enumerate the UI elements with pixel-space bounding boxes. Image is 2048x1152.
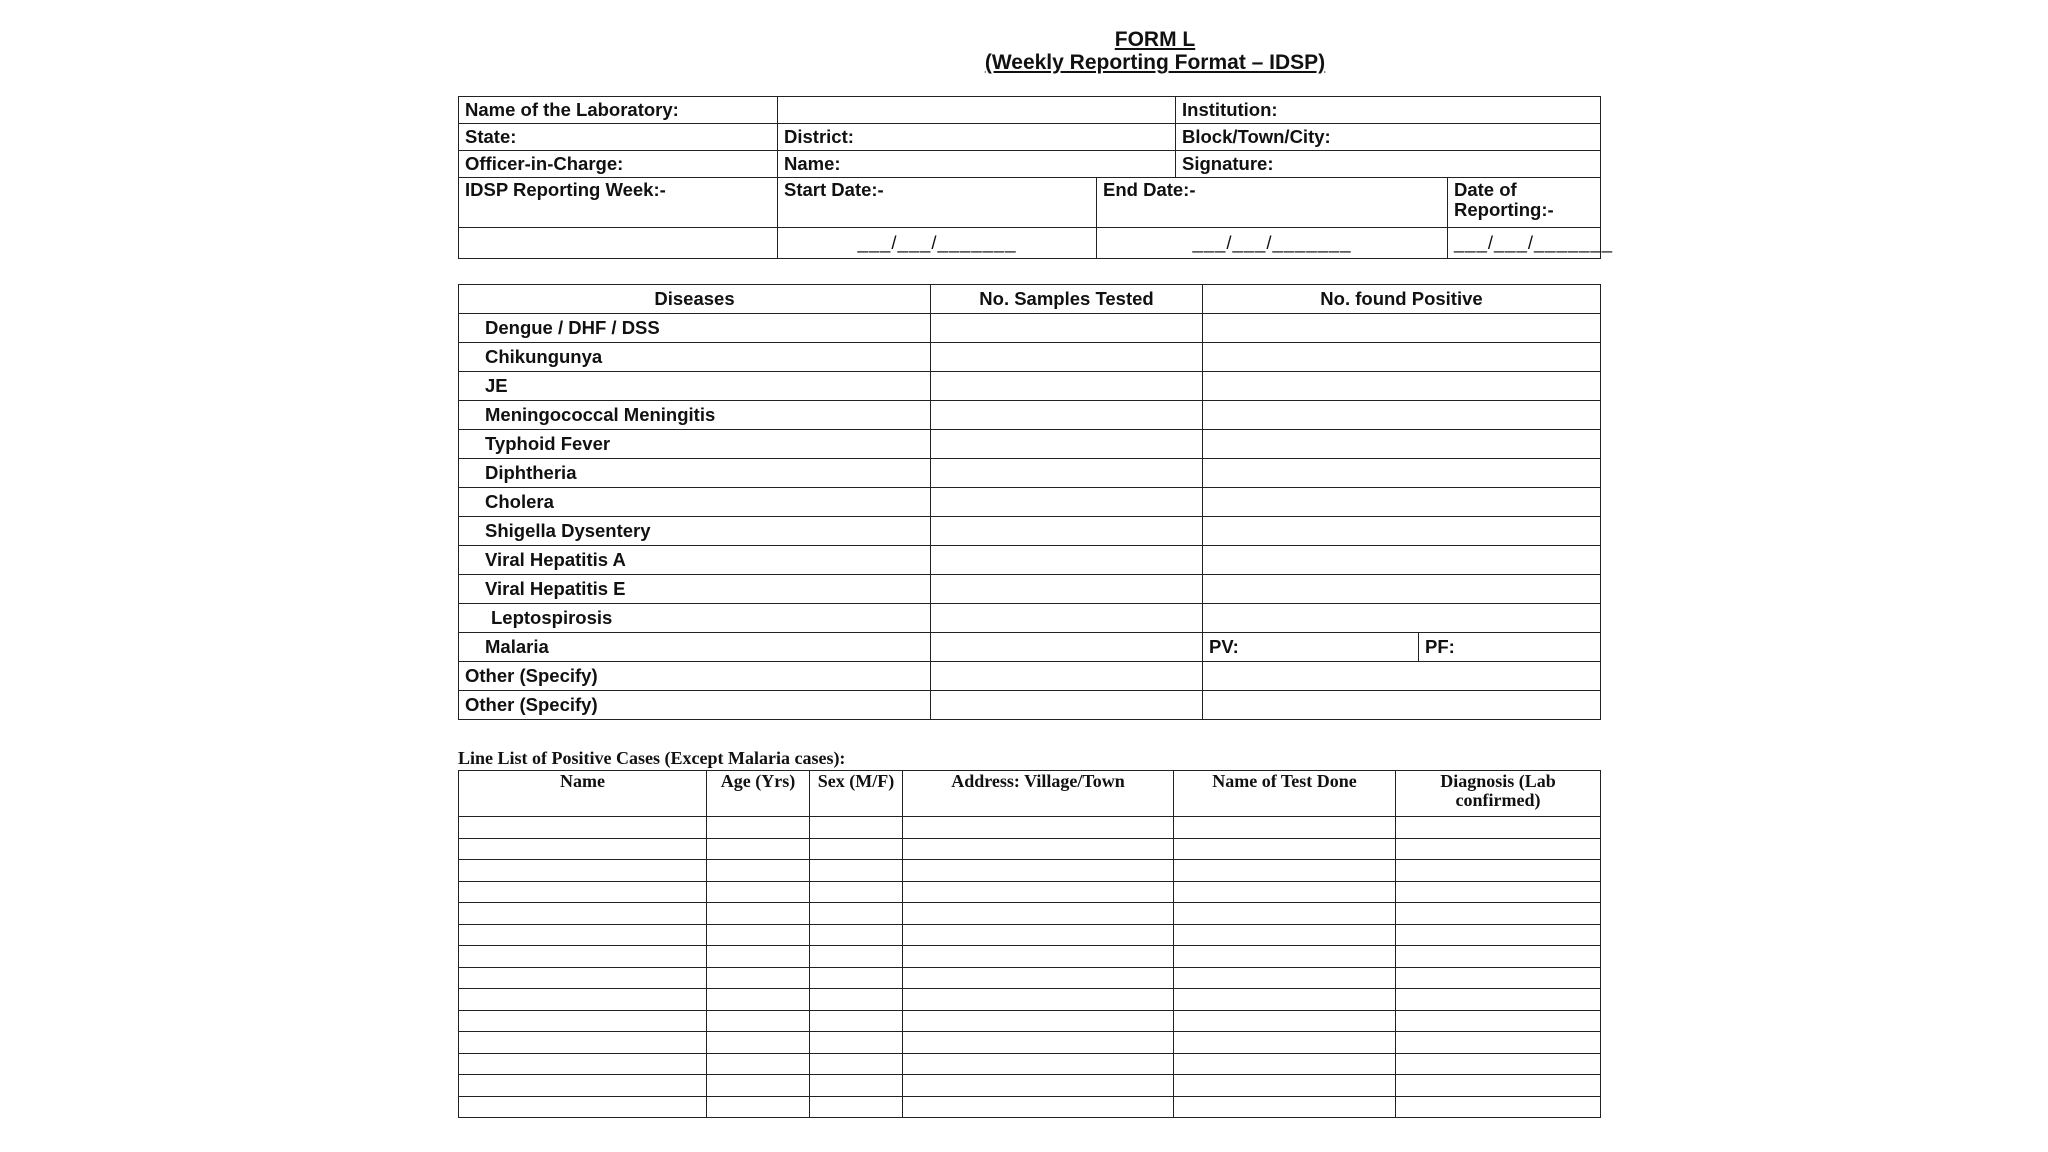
test-done-cell[interactable] (1174, 838, 1396, 860)
sex-cell[interactable] (810, 1075, 903, 1097)
address-cell[interactable] (903, 903, 1174, 925)
age-cell[interactable] (707, 1032, 810, 1054)
age-cell[interactable] (707, 838, 810, 860)
pv-field[interactable]: PV: (1209, 636, 1239, 657)
address-cell[interactable] (903, 1075, 1174, 1097)
age-cell[interactable] (707, 967, 810, 989)
disease-name: Leptospirosis (459, 604, 931, 633)
found-positive-cell[interactable] (1203, 517, 1601, 546)
diagnosis-cell[interactable] (1396, 1053, 1601, 1075)
test-done-cell[interactable] (1174, 1053, 1396, 1075)
table-row (459, 488, 1601, 517)
samples-tested-cell[interactable] (931, 343, 1203, 372)
age-cell[interactable] (707, 946, 810, 968)
age-cell[interactable] (707, 989, 810, 1011)
address-cell[interactable] (903, 989, 1174, 1011)
name-cell[interactable] (459, 881, 707, 903)
name-cell[interactable] (459, 924, 707, 946)
test-done-cell[interactable] (1174, 1010, 1396, 1032)
age-cell[interactable] (707, 817, 810, 839)
test-done-cell[interactable] (1174, 989, 1396, 1011)
disease-name: JE (459, 372, 931, 401)
test-done-cell[interactable] (1174, 1075, 1396, 1097)
address-cell[interactable] (903, 860, 1174, 882)
diagnosis-cell[interactable] (1396, 1075, 1601, 1097)
name-cell[interactable] (459, 1075, 707, 1097)
sex-cell[interactable] (810, 1010, 903, 1032)
age-cell[interactable] (707, 1096, 810, 1118)
table-row (459, 401, 1601, 430)
line-list-caption: Line List of Positive Cases (Except Malaria cases): (458, 748, 846, 768)
age-cell[interactable] (707, 1075, 810, 1097)
table-row (459, 903, 1601, 925)
officer-label: Officer-in-Charge: (459, 151, 778, 178)
institution-field[interactable]: Institution: (1176, 97, 1601, 124)
table-row (459, 817, 1601, 839)
found-positive-cell[interactable] (1203, 343, 1601, 372)
samples-tested-cell[interactable] (931, 575, 1203, 604)
table-row (459, 372, 1601, 401)
name-cell[interactable] (459, 1096, 707, 1118)
name-cell[interactable] (459, 1053, 707, 1075)
lab-name-label: Name of the Laboratory: (459, 97, 778, 124)
test-done-cell[interactable] (1174, 946, 1396, 968)
disease-name: Dengue / DHF / DSS (459, 314, 931, 343)
found-positive-cell[interactable] (1203, 314, 1601, 343)
samples-tested-cell[interactable] (931, 662, 1203, 691)
address-cell[interactable] (903, 1010, 1174, 1032)
table-row (459, 946, 1601, 968)
disease-name: Shigella Dysentery (459, 517, 931, 546)
header-diagnosis: Diagnosis (Lab confirmed) (1396, 771, 1601, 817)
samples-tested-cell[interactable] (931, 314, 1203, 343)
start-date-field[interactable]: ___/___/_______ (778, 228, 1097, 259)
address-cell[interactable] (903, 1053, 1174, 1075)
test-done-cell[interactable] (1174, 924, 1396, 946)
table-row (459, 1096, 1601, 1118)
district-field[interactable]: District: (778, 124, 1176, 151)
table-row (459, 604, 1601, 633)
disease-name: Meningococcal Meningitis (459, 401, 931, 430)
sex-cell[interactable] (810, 1053, 903, 1075)
test-done-cell[interactable] (1174, 1096, 1396, 1118)
header-name: Name (459, 771, 707, 817)
found-positive-cell[interactable] (1203, 691, 1601, 720)
disease-name: Viral Hepatitis E (459, 575, 931, 604)
header-diseases: Diseases (459, 285, 931, 314)
found-positive-cell[interactable] (1203, 488, 1601, 517)
name-cell[interactable] (459, 1032, 707, 1054)
header-sex: Sex (M/F) (810, 771, 903, 817)
end-date-label: End Date:- (1097, 178, 1448, 228)
address-cell[interactable] (903, 1096, 1174, 1118)
table-row (459, 459, 1601, 488)
disease-name: Viral Hepatitis A (459, 546, 931, 575)
diagnosis-cell[interactable] (1396, 817, 1601, 839)
reporting-date-field[interactable]: ___/___/_______ (1448, 228, 1601, 259)
found-positive-cell[interactable] (1203, 430, 1601, 459)
disease-name: Chikungunya (459, 343, 931, 372)
samples-tested-cell[interactable] (931, 401, 1203, 430)
name-cell[interactable] (459, 860, 707, 882)
form-subtitle: (Weekly Reporting Format – IDSP) (984, 51, 1326, 74)
disease-name: Diphtheria (459, 459, 931, 488)
table-row (459, 967, 1601, 989)
pf-field[interactable]: PF: (1418, 633, 1600, 661)
malaria-positive-cell (1203, 633, 1601, 662)
date-of-reporting-label: Date of Reporting:- (1448, 178, 1601, 228)
disease-name: Other (Specify) (459, 691, 931, 720)
age-cell[interactable] (707, 924, 810, 946)
table-row (459, 1075, 1601, 1097)
block-field[interactable]: Block/Town/City: (1176, 124, 1601, 151)
address-cell[interactable] (903, 838, 1174, 860)
info-table (458, 96, 1614, 259)
disease-name: Other (Specify) (459, 662, 931, 691)
form-title-block (915, 28, 1395, 74)
diagnosis-cell[interactable] (1396, 1032, 1601, 1054)
found-positive-cell[interactable] (1203, 546, 1601, 575)
found-positive-cell[interactable] (1203, 662, 1601, 691)
header-samples-tested: No. Samples Tested (931, 285, 1203, 314)
address-cell[interactable] (903, 924, 1174, 946)
samples-tested-cell[interactable] (931, 633, 1203, 662)
sex-cell[interactable] (810, 946, 903, 968)
samples-tested-cell[interactable] (931, 372, 1203, 401)
age-cell[interactable] (707, 860, 810, 882)
signature-field[interactable]: Signature: (1176, 151, 1601, 178)
diagnosis-cell[interactable] (1396, 989, 1601, 1011)
sex-cell[interactable] (810, 967, 903, 989)
table-row (459, 924, 1601, 946)
samples-tested-cell[interactable] (931, 488, 1203, 517)
sex-cell[interactable] (810, 838, 903, 860)
diagnosis-cell[interactable] (1396, 1096, 1601, 1118)
table-row (459, 691, 1601, 720)
table-row (459, 860, 1601, 882)
test-done-cell[interactable] (1174, 1032, 1396, 1054)
table-row (459, 1010, 1601, 1032)
sex-cell[interactable] (810, 924, 903, 946)
diagnosis-cell[interactable] (1396, 903, 1601, 925)
diagnosis-cell[interactable] (1396, 967, 1601, 989)
diagnosis-cell[interactable] (1396, 1010, 1601, 1032)
samples-tested-cell[interactable] (931, 546, 1203, 575)
reporting-week-label: IDSP Reporting Week:- (459, 178, 778, 228)
age-cell[interactable] (707, 1010, 810, 1032)
disease-name: Malaria (459, 633, 931, 662)
name-cell[interactable] (459, 817, 707, 839)
end-date-field[interactable]: ___/___/_______ (1097, 228, 1448, 259)
samples-tested-cell[interactable] (931, 691, 1203, 720)
officer-name-field[interactable]: Name: (778, 151, 1176, 178)
table-row (459, 517, 1601, 546)
name-cell[interactable] (459, 903, 707, 925)
sex-cell[interactable] (810, 903, 903, 925)
table-row (459, 838, 1601, 860)
lab-name-field[interactable] (778, 97, 1176, 124)
name-cell[interactable] (459, 1010, 707, 1032)
found-positive-cell[interactable] (1203, 575, 1601, 604)
diagnosis-cell[interactable] (1396, 860, 1601, 882)
address-cell[interactable] (903, 967, 1174, 989)
table-row (459, 343, 1601, 372)
test-done-cell[interactable] (1174, 881, 1396, 903)
table-row (459, 881, 1601, 903)
table-row (459, 1053, 1601, 1075)
sex-cell[interactable] (810, 1096, 903, 1118)
address-cell[interactable] (903, 946, 1174, 968)
diagnosis-cell[interactable] (1396, 838, 1601, 860)
state-field[interactable]: State: (459, 124, 778, 151)
found-positive-cell[interactable] (1203, 401, 1601, 430)
table-row (459, 430, 1601, 459)
table-row (459, 989, 1601, 1011)
disease-name: Cholera (459, 488, 931, 517)
address-cell[interactable] (903, 1032, 1174, 1054)
table-row (459, 662, 1601, 691)
header-test-done: Name of Test Done (1174, 771, 1396, 817)
samples-tested-cell[interactable] (931, 604, 1203, 633)
name-cell[interactable] (459, 989, 707, 1011)
table-row (459, 633, 1601, 662)
sex-cell[interactable] (810, 989, 903, 1011)
sex-cell[interactable] (810, 1032, 903, 1054)
table-row (459, 314, 1601, 343)
age-cell[interactable] (707, 1053, 810, 1075)
line-list-table (458, 770, 1601, 1118)
test-done-cell[interactable] (1174, 860, 1396, 882)
sex-cell[interactable] (810, 817, 903, 839)
table-row (459, 575, 1601, 604)
test-done-cell[interactable] (1174, 967, 1396, 989)
table-row (459, 546, 1601, 575)
test-done-cell[interactable] (1174, 903, 1396, 925)
name-cell[interactable] (459, 967, 707, 989)
diagnosis-cell[interactable] (1396, 946, 1601, 968)
age-cell[interactable] (707, 903, 810, 925)
name-cell[interactable] (459, 946, 707, 968)
table-row (459, 1032, 1601, 1054)
test-done-cell[interactable] (1174, 817, 1396, 839)
address-cell[interactable] (903, 881, 1174, 903)
header-address: Address: Village/Town (903, 771, 1174, 817)
disease-name: Typhoid Fever (459, 430, 931, 459)
header-found-positive: No. found Positive (1203, 285, 1601, 314)
sex-cell[interactable] (810, 860, 903, 882)
reporting-week-field[interactable] (459, 228, 778, 259)
start-date-label: Start Date:- (778, 178, 1097, 228)
samples-tested-cell[interactable] (931, 459, 1203, 488)
samples-tested-cell[interactable] (931, 517, 1203, 546)
age-cell[interactable] (707, 881, 810, 903)
found-positive-cell[interactable] (1203, 604, 1601, 633)
found-positive-cell[interactable] (1203, 372, 1601, 401)
samples-tested-cell[interactable] (931, 430, 1203, 459)
disease-table (458, 284, 1601, 720)
name-cell[interactable] (459, 838, 707, 860)
diagnosis-cell[interactable] (1396, 881, 1601, 903)
diagnosis-cell[interactable] (1396, 924, 1601, 946)
found-positive-cell[interactable] (1203, 459, 1601, 488)
header-age: Age (Yrs) (707, 771, 810, 817)
form-title: FORM L (1114, 28, 1196, 51)
sex-cell[interactable] (810, 881, 903, 903)
address-cell[interactable] (903, 817, 1174, 839)
